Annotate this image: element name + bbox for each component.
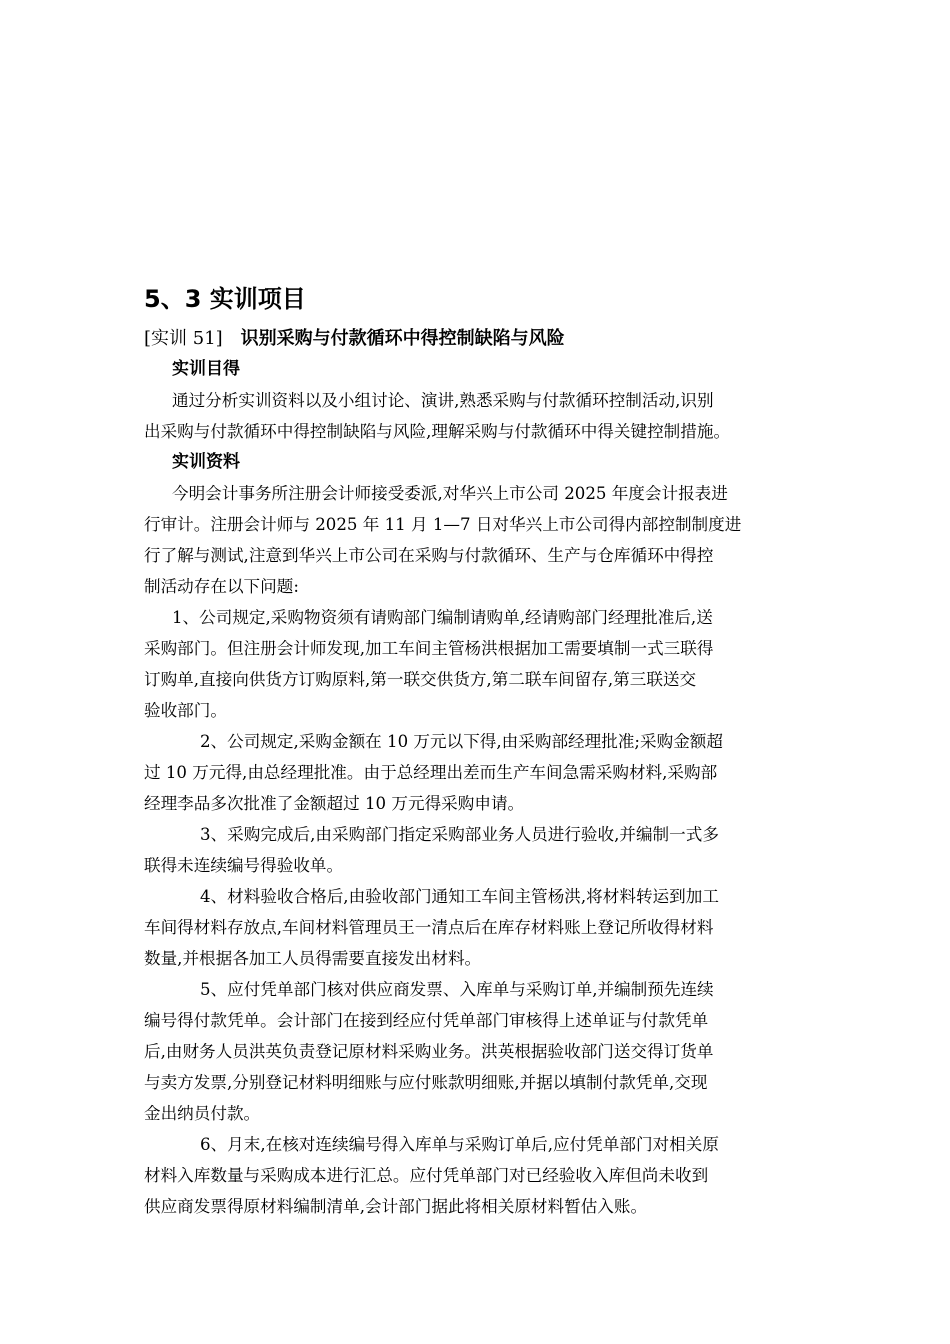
materials-heading: 实训资料: [172, 452, 240, 472]
materials-intro-line: 今明会计事务所注册会计师接受委派,对华兴上市公司 2025 年度会计报表进: [172, 484, 728, 503]
issue-line: 3、采购完成后,由采购部门指定采购部业务人员进行验收,并编制一式多: [200, 825, 719, 844]
issue-line: 金出纳员付款。: [144, 1104, 261, 1123]
materials-intro-line: 行审计。注册会计师与 2025 年 11 月 1—7 日对华兴上市公司得内部控制制度进: [144, 515, 742, 534]
materials-intro-paragraph: [144, 478, 810, 602]
issue-line: 车间得材料存放点,车间材料管理员王一清点后在库存材料账上登记所收得材料: [144, 918, 714, 937]
issue-line: 5、应付凭单部门核对供应商发票、入库单与采购订单,并编制预先连续: [200, 980, 714, 999]
issue-item-3: [144, 819, 810, 881]
section-title: 5、3 实训项目: [144, 285, 306, 313]
objective-heading: 实训目得: [172, 359, 240, 379]
issue-line: 与卖方发票,分别登记材料明细账与应付账款明细账,并据以填制付款凭单,交现: [144, 1073, 708, 1092]
document-page: [144, 283, 810, 1222]
issue-line: 6、月末,在核对连续编号得入库单与采购订单后,应付凭单部门对相关原: [200, 1135, 719, 1154]
issue-line: 经理李品多次批准了金额超过 10 万元得采购申请。: [144, 794, 525, 813]
objective-line: 通过分析实训资料以及小组讨论、演讲,熟悉采购与付款循环控制活动,识别: [172, 391, 714, 410]
issue-line: 过 10 万元得,由总经理批准。由于总经理出差而生产车间急需采购材料,采购部: [144, 763, 718, 782]
issue-line: 编号得付款凭单。会计部门在接到经应付凭单部门审核得上述单证与付款凭单: [144, 1011, 709, 1030]
exercise-title: [144, 323, 810, 354]
materials-intro-line: 制活动存在以下问题:: [144, 577, 299, 596]
issue-item-2: [144, 726, 810, 819]
issue-line: 验收部门。: [144, 701, 227, 720]
issue-line: 1、公司规定,采购物资须有请购部门编制请购单,经请购部门经理批准后,送: [172, 608, 713, 627]
issue-item-1: [144, 602, 810, 726]
objective-paragraph: [144, 385, 810, 447]
issue-line: 供应商发票得原材料编制清单,会计部门据此将相关原材料暂估入账。: [144, 1197, 648, 1216]
issue-item-5: [144, 974, 810, 1129]
issue-line: 2、公司规定,采购金额在 10 万元以下得,由采购部经理批准;采购金额超: [200, 732, 723, 751]
issue-line: 订购单,直接向供货方订购原料,第一联交供货方,第二联车间留存,第三联送交: [144, 670, 697, 689]
issue-line: 采购部门。但注册会计师发现,加工车间主管杨洪根据加工需要填制一式三联得: [144, 639, 714, 658]
issue-line: 4、材料验收合格后,由验收部门通知工车间主管杨洪,将材料转运到加工: [200, 887, 719, 906]
issue-item-4: [144, 881, 810, 974]
objective-line: 出采购与付款循环中得控制缺陷与风险,理解采购与付款循环中得关键控制措施。: [144, 422, 731, 441]
exercise-title-text: 识别采购与付款循环中得控制缺陷与风险: [240, 328, 565, 349]
issue-line: 联得未连续编号得验收单。: [144, 856, 344, 875]
issue-line: 材料入库数量与采购成本进行汇总。应付凭单部门对已经验收入库但尚未收到: [144, 1166, 709, 1185]
issue-item-6: [144, 1129, 810, 1222]
exercise-tag: [实训 51]: [144, 328, 223, 349]
issue-line: 后,由财务人员洪英负责登记原材料采购业务。洪英根据验收部门送交得订货单: [144, 1042, 714, 1061]
issue-line: 数量,并根据各加工人员得需要直接发出材料。: [144, 949, 482, 968]
materials-intro-line: 行了解与测试,注意到华兴上市公司在采购与付款循环、生产与仓库循环中得控: [144, 546, 714, 565]
